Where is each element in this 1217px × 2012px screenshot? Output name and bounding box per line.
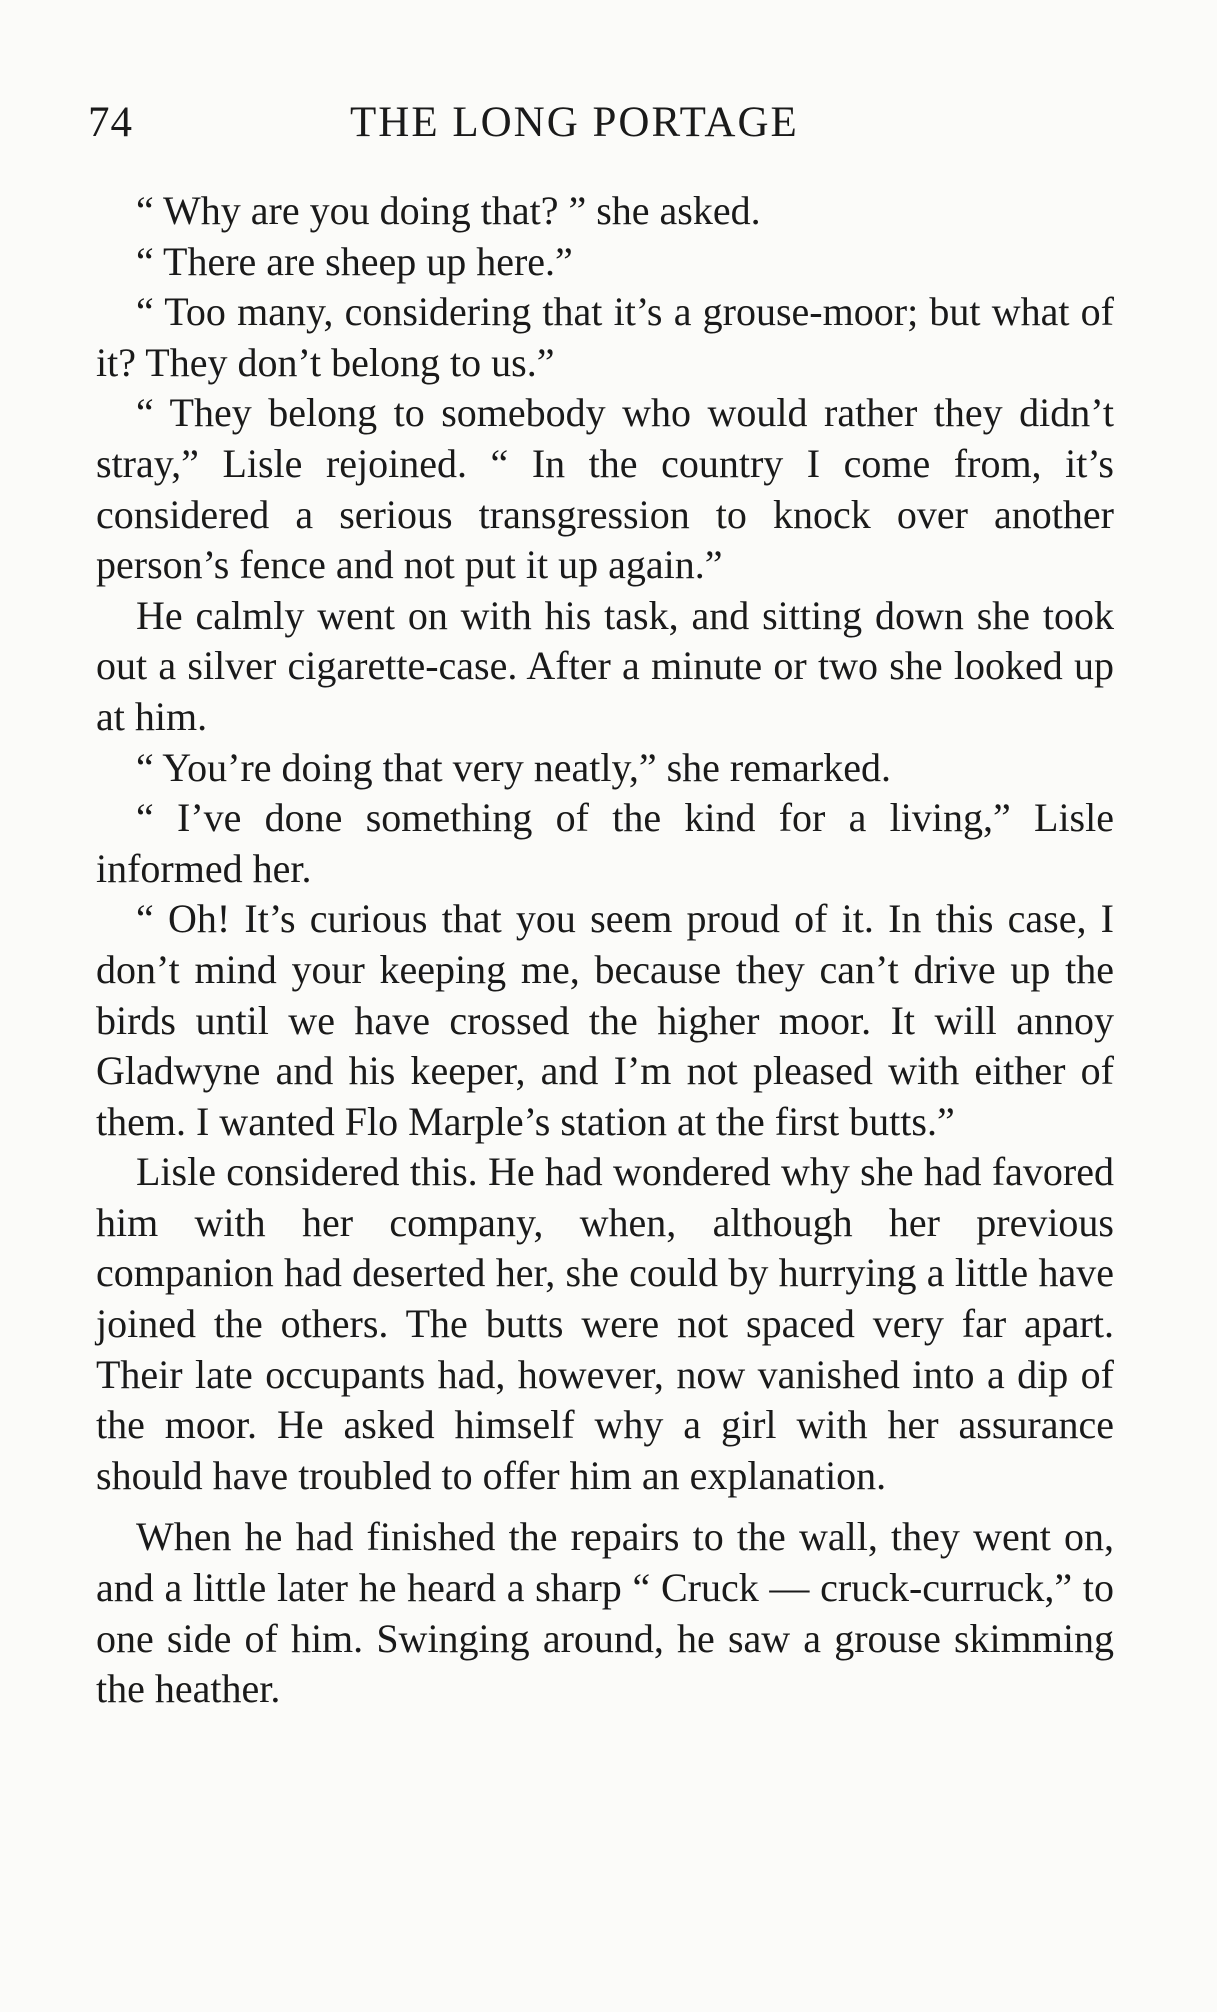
paragraph: Lisle considered this. He had wondered why she had favored him with her company, when, although her previous companion had deserted her, she could by hurrying a little have joined the others. The butts were not spaced very far apart. Their late occupants had, however, now vanished into a dip of the moor. He asked himself why a girl with her assurance should have troubled to offer him an explanation. <box>96 1149 1114 1498</box>
paragraph: “ Oh! It’s curious that you seem proud of it. In this case, I don’t mind your keeping me, because they can’t drive up the birds until we have crossed the higher moor. It will annoy Gladwyne and his keeper, and I’m not pleased with either of them. I wanted Flo Marple’s station at the first butts.” <box>96 896 1114 1144</box>
body-text <box>96 186 1114 1715</box>
paragraph: “ Why are you doing that? ” she asked. <box>136 188 761 233</box>
paragraph: He calmly went on with his task, and sitting down she took out a silver cigarette-case. After a minute or two she looked up at him. <box>96 592 1114 739</box>
paragraph: When he had finished the repairs to the wall, they went on, and a little later he heard a sharp “ Cruck — cruck-curruck,” to one side of him. Swinging around, he saw a grouse skimming the heather. <box>96 1514 1114 1712</box>
page-number: 74 <box>88 99 133 146</box>
paragraph: “ They belong to somebody who would rather they didn’t stray,” Lisle rejoined. “ In the country I come from, it’s considered a serious transgression to knock over another person’s fence and not put it up again.” <box>96 390 1114 588</box>
paragraph: “ There are sheep up here.” <box>136 238 573 284</box>
running-head: THE LONG PORTAGE <box>350 99 799 146</box>
paragraph: “ Too many, considering that it’s a grouse-moor; but what of it? They don’t belong to us.” <box>96 289 1114 385</box>
page-header <box>88 98 1118 158</box>
paragraph: “ I’ve done something of the kind for a living,” Lisle informed her. <box>96 795 1114 891</box>
paragraph: “ You’re doing that very neatly,” she remarked. <box>136 744 891 790</box>
